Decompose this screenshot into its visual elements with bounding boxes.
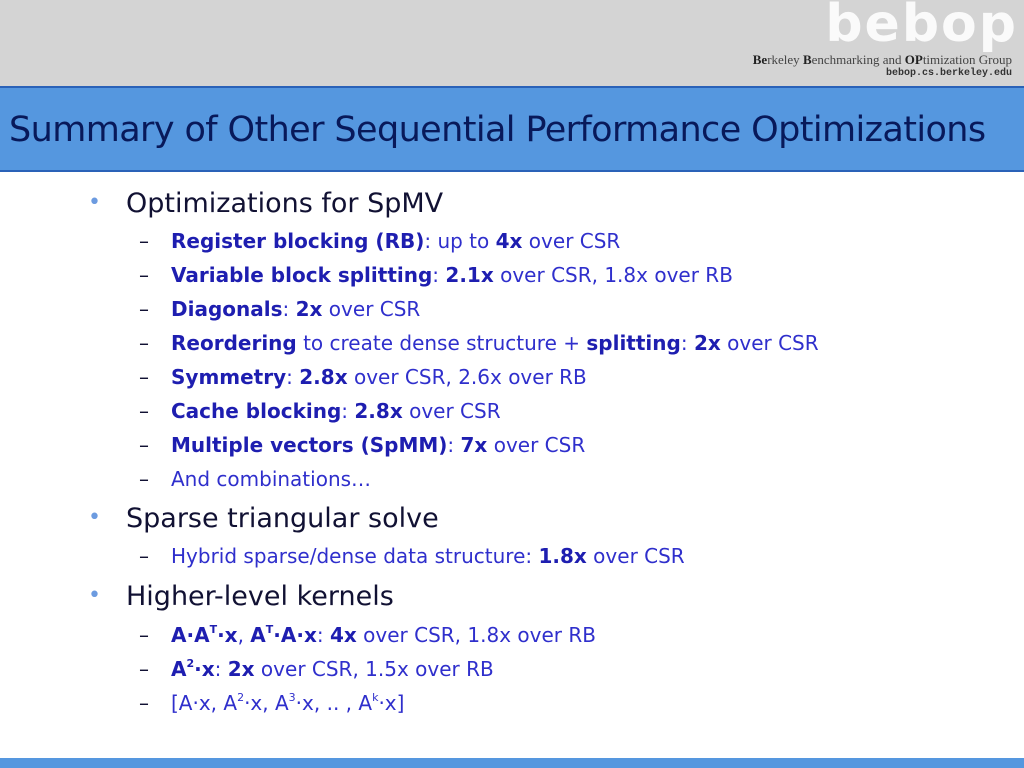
group-name: Berkeley Benchmarking and OPtimization Group [752,52,1012,67]
sub-variable-block: – Variable block splitting: 2.1x over CSR, 1.8x over RB [139,263,733,287]
bottom-band [0,758,1024,768]
sub-cache-blocking: – Cache blocking: 2.8x over CSR [139,399,501,423]
dash-icon: – [139,331,149,355]
dash-icon: – [139,467,149,491]
sub-reordering: – Reordering to create dense structure + splitting: 2x over CSR [139,331,819,355]
sub-multiple-vectors: – Multiple vectors (SpMM): 7x over CSR [139,433,586,457]
sub-power-sequence: – [A·x, $A^2\cdot x$, $A^3\cdot x$, .. , $A^k\cdot x$] [139,691,405,715]
bullet-spmv: • Optimizations for SpMV [88,188,444,219]
sub-hybrid: – Hybrid sparse/dense data structure: 1.8x over CSR [139,544,685,568]
dash-icon: – [139,229,149,253]
sub-combinations: – And combinations… [139,467,372,491]
header-band [0,0,1024,86]
dash-icon: – [139,365,149,389]
bullet-higher-level: • Higher-level kernels [88,581,394,612]
sub-register-blocking: – Register blocking (RB): up to 4x over CSR [139,229,621,253]
sub-diagonals: – Diagonals: 2x over CSR [139,297,421,321]
dash-icon: – [139,433,149,457]
bullet-icon: • [88,190,101,215]
sub-a2x: – $A^2\cdot x$: 2x over CSR, 1.5x over RB [139,657,494,681]
sub-symmetry: – Symmetry: 2.8x over CSR, 2.6x over RB [139,365,587,389]
bebop-logo: bebop [825,0,1018,54]
bullet-icon: • [88,583,101,608]
bullet-icon: • [88,505,101,530]
dash-icon: – [139,657,149,681]
title-band [0,86,1024,172]
slide-title: Summary of Other Sequential Performance Optimizations [9,110,986,150]
group-url: bebop.cs.berkeley.edu [885,68,1012,79]
dash-icon: – [139,297,149,321]
dash-icon: – [139,691,149,715]
dash-icon: – [139,623,149,647]
sub-aat: – $A\cdot A^T\cdot x$, $A^T\cdot A\cdot x$: 4x over CSR, 1.8x over RB [139,623,596,647]
dash-icon: – [139,399,149,423]
dash-icon: – [139,263,149,287]
dash-icon: – [139,544,149,568]
bullet-triangular-solve: • Sparse triangular solve [88,503,439,534]
